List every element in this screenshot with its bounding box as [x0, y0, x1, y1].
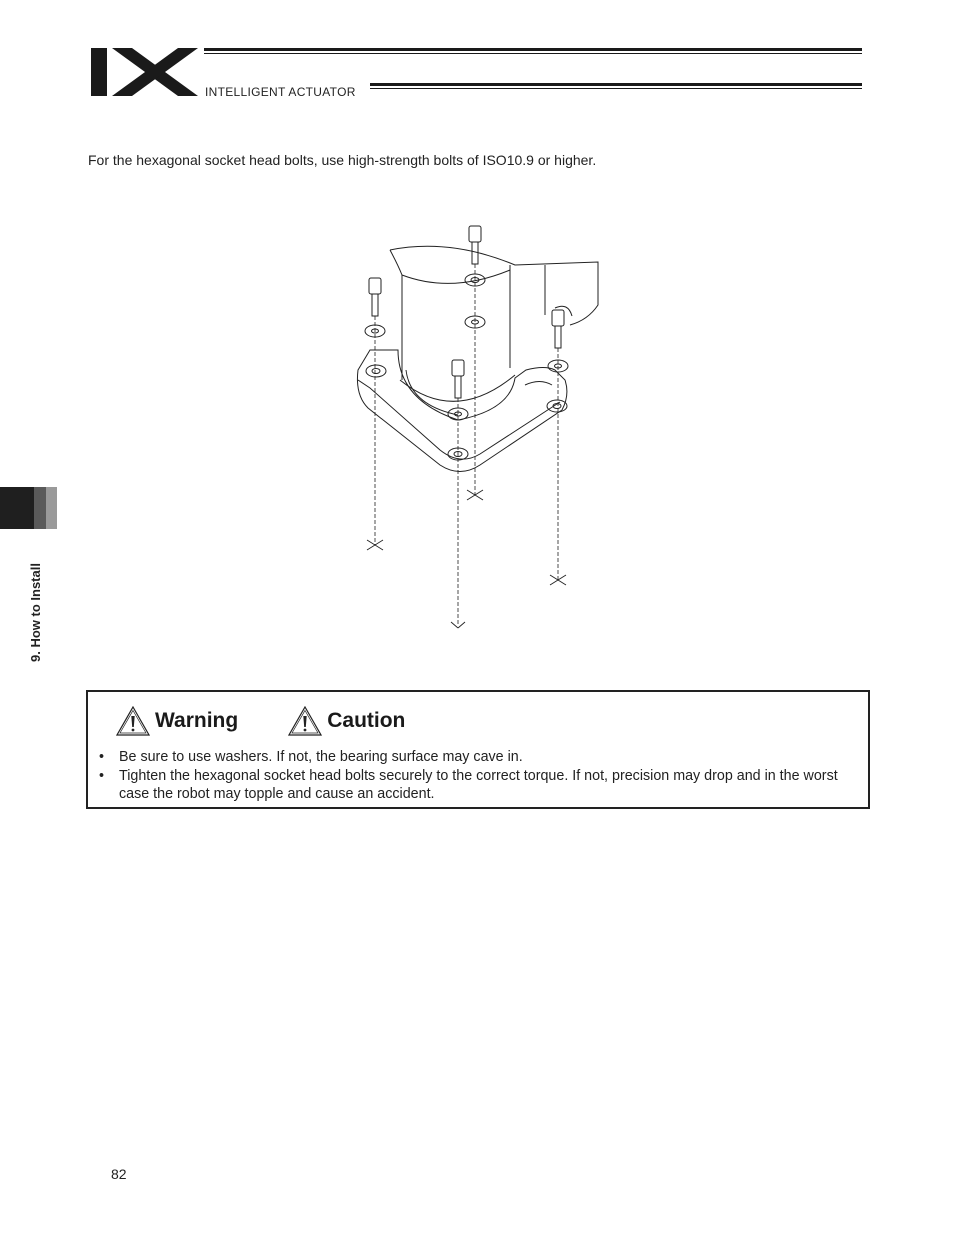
notice-item-text: Tighten the hexagonal socket head bolts securely to the correct torque. If not, precision may drop and in the worst case the robot may topple and cause an accident. — [119, 767, 838, 802]
list-item — [96, 767, 860, 804]
warning-label: Warning — [155, 709, 239, 732]
intro-text: For the hexagonal socket head bolts, use high-strength bolts of ISO10.9 or higher. — [88, 152, 597, 168]
section-tab-shade — [34, 487, 46, 529]
caution-heading — [288, 706, 405, 736]
caution-label: Caution — [327, 709, 406, 732]
section-label: 9. How to Install — [28, 563, 43, 662]
company-name: INTELLIGENT ACTUATOR — [205, 85, 356, 99]
warning-triangle-icon — [116, 706, 150, 736]
section-tab-marker — [0, 487, 34, 529]
page-number: 82 — [111, 1166, 127, 1182]
bullet: • — [99, 749, 105, 765]
notice-header — [116, 706, 455, 736]
caution-triangle-icon — [288, 706, 322, 736]
warning-heading — [116, 706, 238, 736]
bullet: • — [99, 767, 105, 784]
base-mounting-bolts-drawing — [340, 220, 620, 640]
list-item — [96, 748, 860, 767]
section-tab-shade-light — [46, 487, 57, 529]
warning-caution-box — [86, 690, 870, 809]
notice-list — [96, 748, 860, 804]
notice-item-text: Be sure to use washers. If not, the bearing surface may cave in. — [119, 749, 523, 765]
